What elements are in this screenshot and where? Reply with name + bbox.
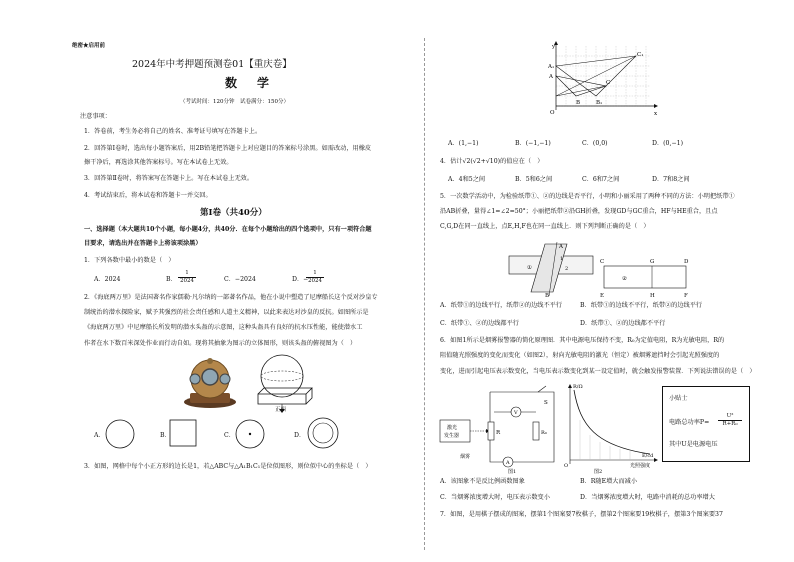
q2-option-d: D． (294, 432, 306, 439)
q5-line-1: 5．一次数学活动中，为检验纸带①、②的边线是否平行，小明和小丽采用了两种不同的方法：小明把纸带① (440, 193, 735, 200)
q5-angle-1: 1 (560, 256, 564, 262)
q5-option-c: C．纸带①、②的边线都平行 (440, 320, 519, 327)
exam-title: 2024年中考押题预测卷01【重庆卷】 (132, 59, 292, 70)
q1-option-d: D．− (292, 276, 309, 283)
q4-option-c: C．6和7之间 (582, 176, 620, 183)
exam-info: （考试时间：120分钟 试卷满分：150分） (180, 99, 289, 105)
tip-note: 其中U是电源电压 (669, 441, 718, 448)
q6-label-r0: R₀ (541, 430, 547, 436)
q6-line-1: 6．如图1所示是烟雾报警器的简化原理图．其中电源电压保持不变，R₀为定值电阻，R为光敏电阻，R的 (440, 337, 725, 344)
note-1: 1．答卷前，考生务必将自己的姓名、准考证号填写在答题卡上。 (84, 128, 262, 135)
note-2-cont: 擦干净后，再选涂其他答案标号。写在本试卷上无效。 (84, 159, 233, 166)
notes-heading: 注意事项： (80, 113, 111, 120)
q3-stem: 3．如图，网格中每个小正方形的边长是1，若△ABC与△A₁B₁C₁是位似图形，则位似中心的坐标是（ ） (84, 463, 372, 470)
q2-option-c-circle-dot (234, 418, 266, 450)
q5-label-f: F (684, 293, 688, 299)
q5-label-c: C (600, 259, 605, 265)
note-2: 2．回答第Ⅰ卷时，选出每小题答案后，用2B铅笔把答题卡上对应题目的答案标号涂黑。如需改动，用橡皮 (84, 145, 372, 152)
subject-title: 数 学 (225, 76, 274, 90)
q1-b-den: 2024 (180, 278, 194, 284)
q2-option-a-circle (104, 418, 136, 450)
q7-stem: 7．如图，是用棋子摆成的图案，摆第1个图案要7枚棋子，摆第2个图案要19枚棋子，摆第3个图案要37 (440, 511, 723, 518)
q3-label-b: B (576, 100, 581, 106)
q4-option-b: B．5和6之间 (515, 176, 553, 183)
q5-label-e: E (600, 293, 605, 299)
note-4: 4．考试结束后，将本试卷和答题卡一并交回。 (84, 192, 212, 199)
q4-option-a: A．4和5之间 (448, 176, 486, 183)
sphere-outline (261, 355, 303, 397)
column-divider (424, 38, 425, 550)
q6-graph-figure (560, 380, 664, 474)
q3-option-d: D．(0,−1) (652, 140, 684, 147)
q3-label-a1: A₁ (548, 64, 555, 70)
generator-label: 发生器 (444, 433, 460, 439)
q5-angle-2: 2 (565, 266, 569, 272)
q6-line-3: 变化，进而引起电压表示数变化，当电压表示数变化到某一设定值时，就会触发报警装置．下列说法错误的是（ ） (440, 368, 756, 375)
q5-option-b: B．纸带①的边线不平行，纸带②的边线平行 (580, 302, 703, 309)
q3-option-a: A．(1,−1) (448, 140, 479, 147)
resistor-r0 (533, 422, 539, 440)
q6-label-r: R (496, 430, 501, 436)
q5-line-2: 沿AB折叠，量得∠1=∠2=50°；小丽把纸带②沿GH折叠，发现GD与GC重合，HF与HE重合，且点 (440, 208, 718, 215)
tip-formula-den: R+R₀ (718, 420, 742, 428)
graph-ylabel: R/Ω (573, 384, 583, 390)
q2-line-2: 制统治的潜水探险家，赋予其强烈的社会责任感和人道主义精神，以此来表达对沙皇的反抗。如图所示是 (84, 309, 369, 316)
q1-option-a: A．2024 (94, 276, 121, 283)
q5-label-b: B (545, 293, 550, 298)
note-3: 3．回答第Ⅱ卷时，将答案写在答题卡上。写在本试卷上无效。 (84, 175, 254, 182)
section1-intro-2: 目要求，请选出并在答题卡上将该项涂黑） (84, 240, 202, 247)
graph-light-label: 光照强度 (630, 463, 651, 469)
q3-label-o: O (550, 110, 555, 116)
q5-label-d: D (684, 259, 689, 265)
q5-label-h: H (650, 293, 655, 299)
q6-option-b: B．R随E增大而减小 (580, 478, 638, 485)
q1-stem: 1．下列各数中最小的数是（ ） (84, 257, 175, 264)
q2-option-b: B． (160, 432, 171, 439)
q4-option-d: D．7和8之间 (652, 176, 690, 183)
q4-stem: 4．估计√2(√2+√10)的值应在（ ） (440, 158, 544, 165)
front-label: 正面 (275, 407, 287, 413)
diving-helmet-picture (180, 355, 240, 410)
q3-option-c: C．(0,0) (582, 140, 608, 147)
graph-xlabel: E/cd (642, 453, 654, 459)
secret-label: 绝密★启用前 (72, 43, 106, 49)
q5-option-a: A．纸带①的边线平行，纸带②的边线不平行 (440, 302, 563, 309)
photoresistor-r (488, 422, 494, 440)
q1-d-den: 2024 (308, 278, 322, 284)
q6-option-c: C．当烟雾浓度增大时，电压表示数变小 (440, 494, 550, 501)
section1-intro-1: 一、选择题（本大题共10个小题，每小题4分，共40分．在每个小题给出的四个选项中，只有一项符合题 (84, 226, 372, 233)
q3-label-x: x (654, 111, 658, 117)
switch-s (538, 386, 546, 392)
q3-label-c: C (606, 80, 611, 86)
q6-option-d: D．当烟雾浓度增大时，电路中消耗的总功率增大 (580, 494, 715, 501)
q2-option-c: C． (224, 432, 235, 439)
q5-strip-2-figure (600, 256, 692, 300)
q2-line-3: 《海底两万里》中尼摩船长所发明的潜水头盔的示意图，这种头盔具有良好的抗水压性能，能使潜水工 (84, 324, 363, 331)
q5-strip-1-label: ① (527, 265, 532, 271)
smoke-label: 烟雾 (460, 454, 471, 460)
q2-option-a: A． (94, 432, 105, 439)
q2-line-1: 2．《海底两万里》是法国著名作家儒勒·凡尔纳的一部著名作品，他在小说中塑造了尼摩船长这个反对沙皇专 (84, 294, 378, 301)
q3-label-a: A (549, 74, 553, 80)
q6-line-2: 阻值随光照强度的变化而变化（如图2），射向光敏电阻的激光（恒定）被烟雾遮挡时会引起光照强度的 (440, 352, 720, 359)
q3-label-c1: C₁ (637, 52, 644, 58)
q1-option-c: C．−2024 (224, 276, 256, 283)
q5-label-g: G (650, 259, 655, 265)
q5-label-a: A (559, 244, 563, 250)
tip-formula-fraction (718, 413, 742, 428)
q5-strip-1-figure (505, 240, 597, 298)
q3-grid-figure (540, 40, 660, 120)
fig1-caption: 图1 (508, 469, 517, 474)
q1-option-b: B． (166, 276, 177, 283)
q1-d-fraction (306, 270, 324, 285)
q1-b-fraction (178, 270, 196, 285)
laser-label: 激光 (447, 425, 458, 431)
q1-d-num: 1 (313, 270, 317, 276)
q3-label-b1: B₁ (596, 100, 603, 106)
q5-option-d: D．纸带①、②的边线都不平行 (580, 320, 666, 327)
r-vs-e-curve (574, 390, 650, 454)
q2-option-b-square (168, 418, 198, 448)
q3-option-b: B．(−1,−1) (515, 140, 551, 147)
q5-line-3: C,G,D在同一直线上，点E,H,F也在同一直线上．则下列判断正确的是（ ） (440, 223, 650, 230)
tip-title: 小贴士 (669, 395, 688, 402)
q2-line-4: 作者在水下数百米深处作业而行动自如。现将其抽象为图示的立体图形，则该头盔的俯视图为（ ） (84, 340, 357, 347)
q1-b-num: 1 (185, 270, 189, 276)
q6-label-a: A (506, 460, 510, 466)
q6-option-a: A．该图象不是反比例函数图象 (440, 478, 525, 485)
q6-label-v: V (514, 410, 518, 416)
section1-title: 第Ⅰ卷（共40分） (200, 208, 267, 218)
q6-circuit-figure (438, 382, 556, 474)
graph-origin: O (564, 463, 569, 469)
q2-option-d-concentric (306, 416, 340, 450)
q3-label-y: y (552, 44, 556, 50)
tip-box (662, 386, 750, 462)
q5-strip-2-label: ② (622, 276, 627, 282)
q6-label-s: S (544, 400, 548, 406)
fig2-caption: 图2 (594, 469, 603, 474)
tip-formula-prefix: 电路总功率P= (669, 419, 710, 426)
tip-formula-num: U² (726, 413, 734, 419)
